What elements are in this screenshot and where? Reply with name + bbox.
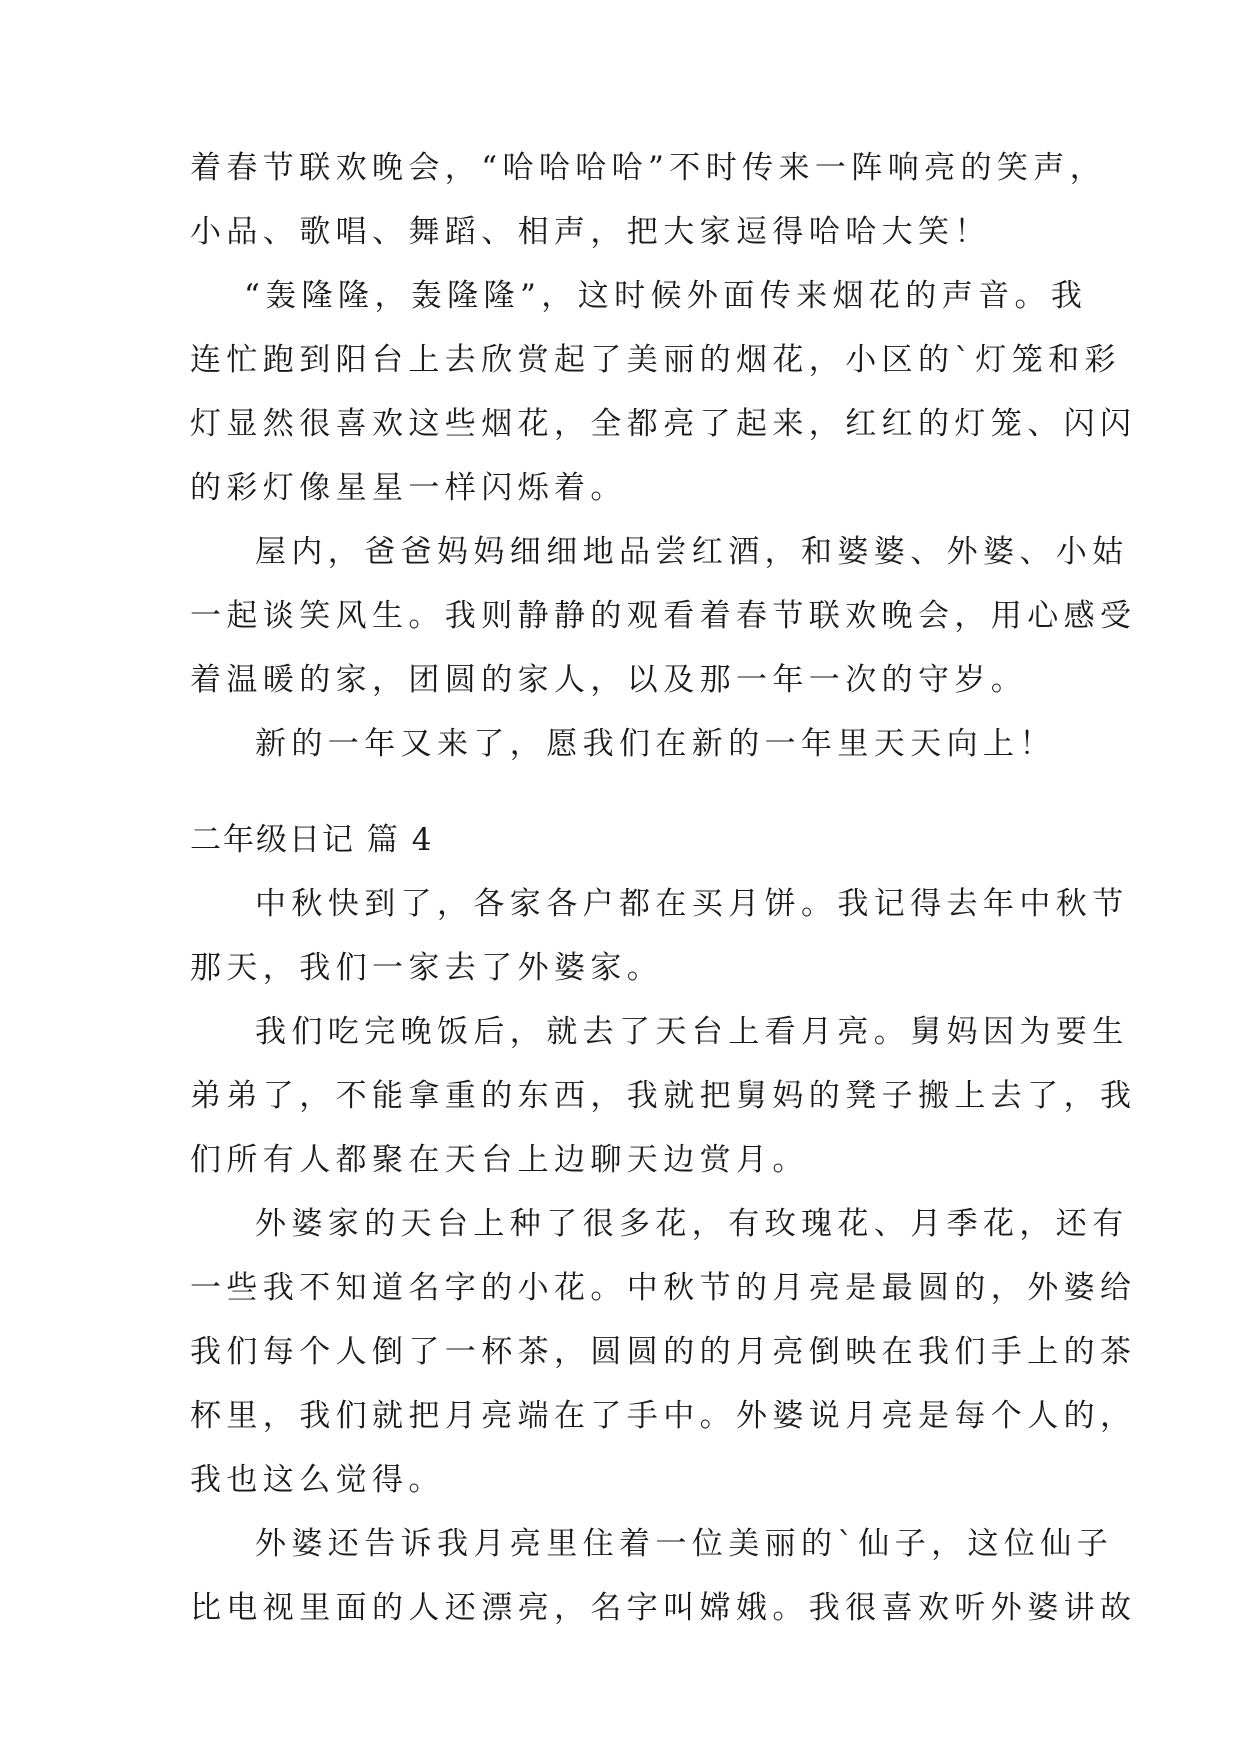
text-line: 我也这么觉得。 (190, 1462, 445, 1498)
text-line: 中秋快到了，各家各户都在买月饼。我记得去年中秋节 (255, 886, 1129, 922)
text-line: 的彩灯像星星一样闪烁着。 (190, 470, 627, 506)
text-line: 着春节联欢晚会，“哈哈哈哈”不时传来一阵响亮的笑声， (190, 150, 1107, 186)
text-line: 我们每个人倒了一杯茶，圆圆的的月亮倒映在我们手上的茶 (190, 1334, 1137, 1370)
text-line: 屋内，爸爸妈妈细细地品尝红酒，和婆婆、外婆、小姑 (255, 534, 1129, 570)
text-line: 外婆还告诉我月亮里住着一位美丽的`仙子，这位仙子 (255, 1526, 1114, 1562)
text-line: 着温暖的家，团圆的家人，以及那一年一次的守岁。 (190, 662, 1028, 698)
text-line: 我们吃完晚饭后，就去了天台上看月亮。舅妈因为要生 (255, 1014, 1129, 1050)
text-line: 一些我不知道名字的小花。中秋节的月亮是最圆的，外婆给 (190, 1270, 1137, 1306)
section-heading: 二年级日记 篇 4 (190, 822, 434, 858)
text-line: 小品、歌唱、舞蹈、相声，把大家逗得哈哈大笑！ (190, 214, 991, 250)
text-line: 们所有人都聚在天台上边聊天边赏月。 (190, 1142, 809, 1178)
text-line: 那天，我们一家去了外婆家。 (190, 950, 664, 986)
text-line: 新的一年又来了，愿我们在新的一年里天天向上！ (255, 726, 1056, 762)
text-line: 杯里，我们就把月亮端在了手中。外婆说月亮是每个人的， (190, 1398, 1137, 1434)
text-line: 连忙跑到阳台上去欣赏起了美丽的烟花，小区的`灯笼和彩 (190, 342, 1121, 378)
text-line: 一起谈笑风生。我则静静的观看着春节联欢晚会，用心感受 (190, 598, 1137, 634)
text-line: 比电视里面的人还漂亮，名字叫嫦娥。我很喜欢听外婆讲故 (190, 1590, 1137, 1626)
text-line: 灯显然很喜欢这些烟花，全都亮了起来，红红的灯笼、闪闪 (190, 406, 1137, 442)
text-line: 弟弟了，不能拿重的东西，我就把舅妈的凳子搬上去了，我 (190, 1078, 1137, 1114)
text-line: 外婆家的天台上种了很多花，有玫瑰花、月季花，还有 (255, 1206, 1129, 1242)
text-line: “轰隆隆，轰隆隆”，这时候外面传来烟花的声音。我 (244, 278, 1088, 314)
